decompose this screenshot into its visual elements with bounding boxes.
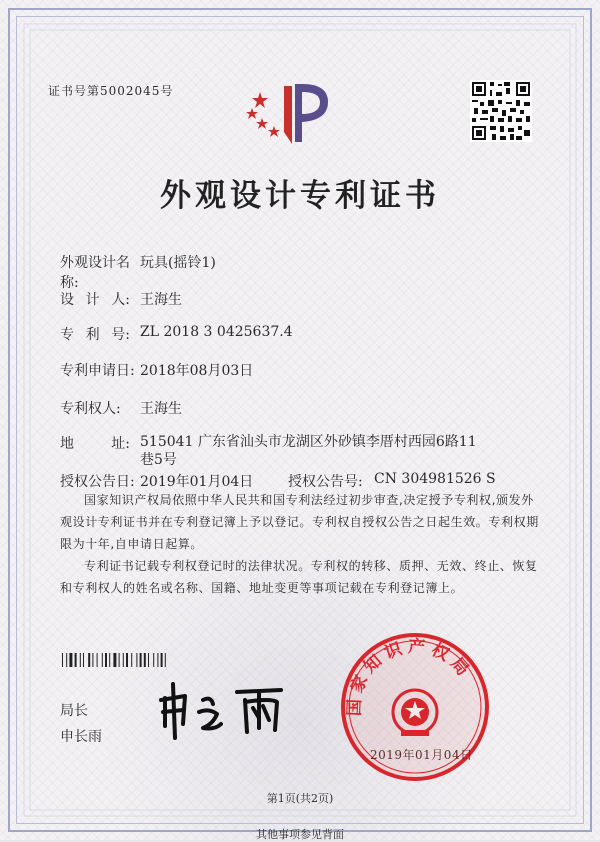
page-number: 第1页(共2页) xyxy=(266,792,334,805)
director-label: 局长 xyxy=(60,703,88,719)
field-designer xyxy=(60,289,182,309)
grant-pub-no-label: 授权公告号: xyxy=(288,474,363,490)
barcode-icon xyxy=(62,653,220,667)
field-patent-number xyxy=(60,324,293,344)
grant-date-label: 授权公告日: xyxy=(60,474,135,490)
body-paragraph-2: 专利证书记载专利权登记时的法律状况。专利权的转移、质押、无效、终止、恢复和专利权人的姓名或名称、国籍、地址变更等事项记载在专利登记簿上。 xyxy=(60,559,538,595)
field-grant-date xyxy=(60,471,496,491)
seal-date: 2019年01月04日 xyxy=(370,748,473,762)
qr-code-icon xyxy=(470,80,532,142)
cnipa-emblem-icon xyxy=(240,72,340,152)
seal-text: 国家知识产权局 xyxy=(344,636,476,717)
filing-date-label: 专利申请日: xyxy=(60,363,135,379)
address-label: 地 址: xyxy=(60,436,130,452)
patentee-label: 专利权人: xyxy=(60,401,121,417)
design-name-label: 外观设计名称: xyxy=(60,255,130,291)
designer-value: 王海生 xyxy=(140,292,182,308)
grant-pub-no-value: CN 304981526 S xyxy=(374,471,496,487)
designer-label: 设 计 人: xyxy=(60,292,130,308)
page-title: 外观设计专利证书 xyxy=(160,178,440,214)
design-name-value: 玩具(摇铃1) xyxy=(140,255,216,271)
footer-note: 其他事项参见背面 xyxy=(256,828,344,841)
field-filing-date xyxy=(60,360,253,380)
director-name: 申长雨 xyxy=(60,729,102,745)
field-patentee xyxy=(60,398,182,418)
address-value: 515041 广东省汕头市龙湖区外砂镇李厝村西园6路11巷5号 xyxy=(140,434,477,468)
field-address xyxy=(60,433,140,453)
patent-number-value: ZL 2018 3 0425637.4 xyxy=(140,324,293,340)
grant-date-value: 2019年01月04日 xyxy=(140,474,254,490)
certificate-number: 证书号第5002045号 xyxy=(48,84,174,98)
body-paragraph-1: 国家知识产权局依照中华人民共和国专利法经过初步审查,决定授予专利权,颁发外观设计专利证书并在专利登记簿上予以登记。专利权自授权公告之日起生效。专利权期限为十年,自申请日起算。 xyxy=(60,493,539,551)
director-signature xyxy=(155,678,300,742)
patentee-value: 王海生 xyxy=(140,401,182,417)
patent-number-label: 专 利 号: xyxy=(60,327,130,343)
field-design-name xyxy=(60,252,216,292)
filing-date-value: 2018年08月03日 xyxy=(140,363,254,379)
